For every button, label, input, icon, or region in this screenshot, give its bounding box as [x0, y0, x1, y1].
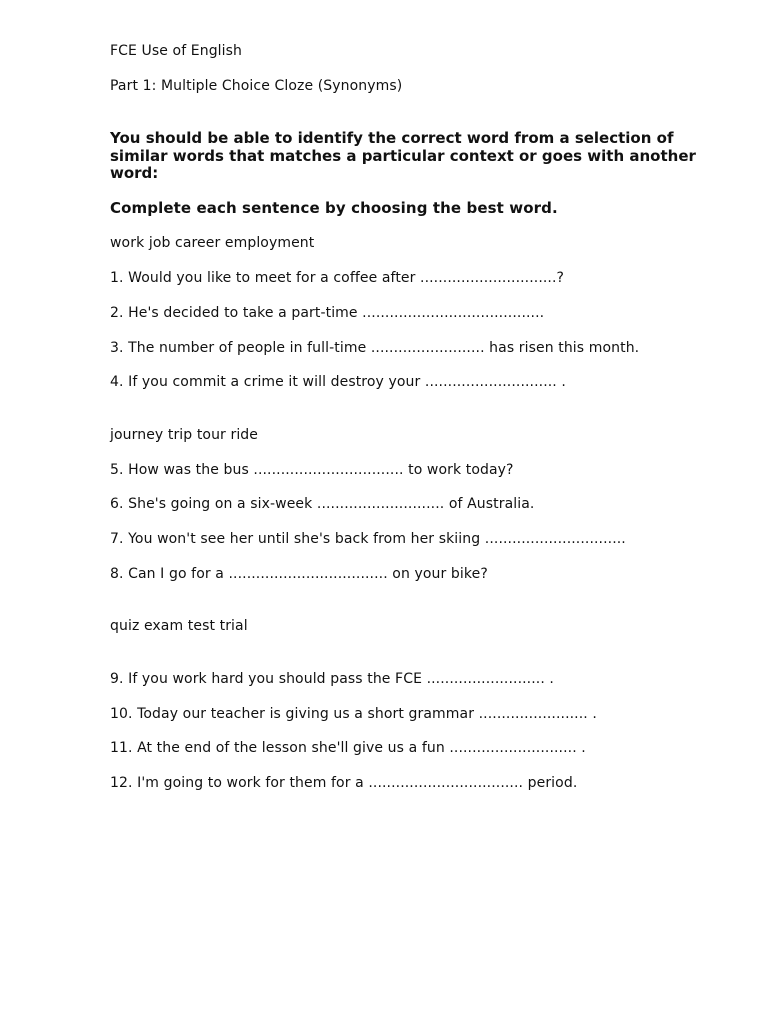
question-7: 7. You won't see her until she's back from her skiing ...............................: [110, 531, 626, 547]
question-6: 6. She's going on a six-week ............................ of Australia.: [110, 496, 535, 512]
word-group-3: quiz exam test trial: [110, 618, 248, 634]
question-11: 11. At the end of the lesson she'll give us a fun ............................ .: [110, 740, 586, 756]
question-12: 12. I'm going to work for them for a .................................. period.: [110, 775, 578, 791]
part-heading: Part 1: Multiple Choice Cloze (Synonyms): [110, 78, 403, 94]
question-8: 8. Can I go for a ................................... on your bike?: [110, 566, 488, 582]
question-2: 2. He's decided to take a part-time ........................................: [110, 305, 545, 321]
document-title: FCE Use of English: [110, 43, 243, 59]
question-4: 4. If you commit a crime it will destroy your ............................. .: [110, 374, 566, 390]
instruction: Complete each sentence by choosing the best word.: [110, 199, 558, 217]
intro-paragraph: You should be able to identify the correct word from a selection of similar words that matches a particular context or goes with another word:: [110, 129, 696, 182]
word-group-1: work job career employment: [110, 235, 315, 251]
question-1: 1. Would you like to meet for a coffee after ..............................?: [110, 270, 565, 286]
question-9: 9. If you work hard you should pass the FCE .......................... .: [110, 671, 554, 687]
question-5: 5. How was the bus ................................. to work today?: [110, 462, 514, 478]
question-3: 3. The number of people in full-time ......................... has risen this month.: [110, 340, 640, 356]
word-group-2: journey trip tour ride: [110, 427, 259, 443]
question-10: 10. Today our teacher is giving us a short grammar ........................ .: [110, 706, 597, 722]
